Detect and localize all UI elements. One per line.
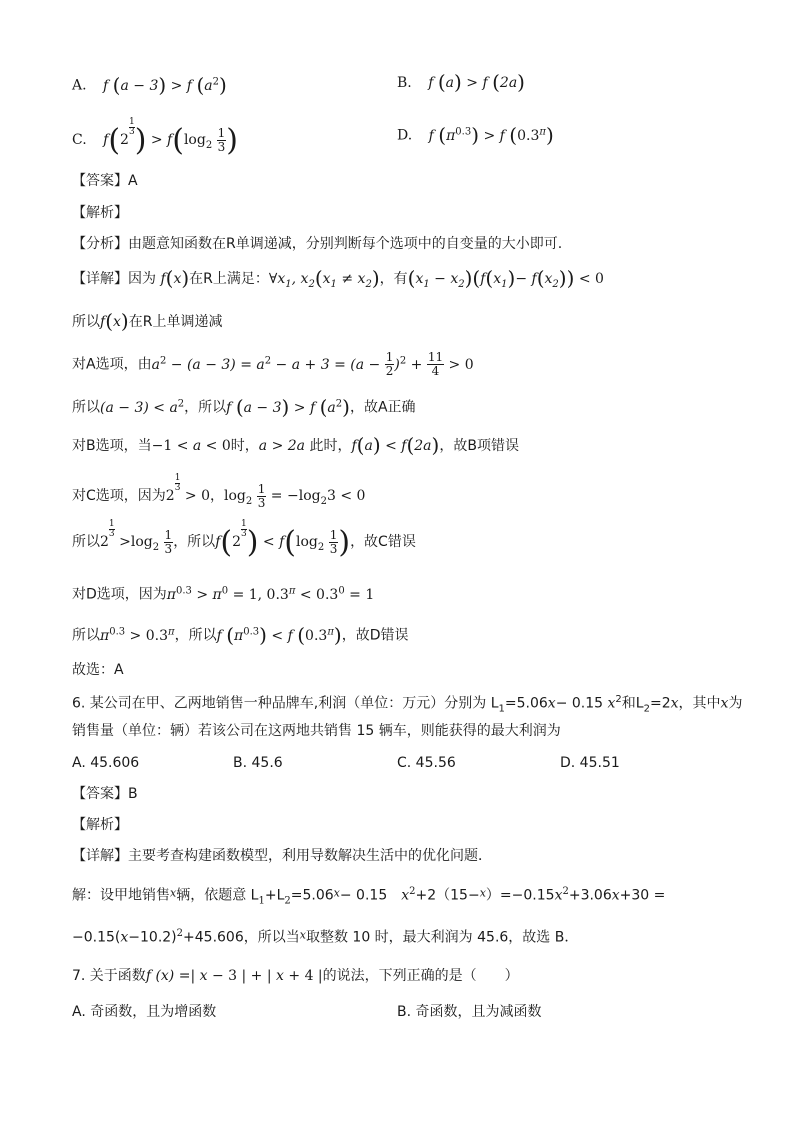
- text: =2: [649, 695, 671, 712]
- q5-answer: [72, 171, 138, 191]
- xiangjie-you: ，有: [379, 271, 408, 287]
- q5-analysis-tag: 【解析】: [72, 205, 128, 221]
- q7-option-b: B. 奇函数，且为减函数: [397, 1004, 542, 1020]
- q5-c-conclusion: 所以2 $\frac{1}{3}$ $>\log_2$ $\frac{1}{3}$ ，所以f(2 $\frac{1}{3}$ ) < $f(\log_2$ $\frac{1}{3}$ )，故C错误: [72, 519, 416, 560]
- text: ，故B项错误: [439, 438, 519, 454]
- option-label: D.: [397, 127, 413, 144]
- text: −10.2): [128, 929, 177, 946]
- q5-monotone: 所以f(x)在R上单调递减: [72, 309, 223, 333]
- text: 和L: [621, 695, 644, 712]
- answer-tag: 【答案】: [72, 173, 128, 189]
- q5-d-option: 对D选项，因为$\pi^{0.3} > \pi^0 = 1$, $0.3^\pi < 0.3^0 = 1$: [72, 585, 375, 603]
- text: 为: [728, 695, 743, 712]
- text: −0.15(: [72, 929, 121, 946]
- text: =5.06: [290, 887, 334, 904]
- text: ，故A正确: [349, 399, 416, 416]
- q5-final: 故选：A: [72, 662, 124, 678]
- text: 此时，: [309, 438, 352, 454]
- text: +30 =: [619, 887, 666, 904]
- text: − 0.15: [339, 887, 388, 904]
- q7-option-a: A. 奇函数，且为增函数: [72, 1004, 217, 1020]
- q5-fenxi: [72, 234, 562, 254]
- q6-analysis-tag: 【解析】: [72, 817, 128, 833]
- q5-option-b: B. f (a) > f (2a): [397, 70, 525, 94]
- text: 所以: [72, 399, 100, 416]
- text: =5.06: [504, 695, 548, 712]
- q5-option-c: C. f(2 $\frac{1}{3}$ ) > $f(\log_2$ $\frac{1}{3}$ ): [72, 117, 238, 158]
- q5-a-option: 对A选项，由$a^2 - (a - 3) = a^2 - a + 3 = (a$ − $\frac{1}{2}$ )$^2$ + $\frac{11}{4}$ > 0: [72, 350, 474, 379]
- text: +45.606，所以当: [183, 929, 300, 946]
- xiangjie-tag: 【详解】: [72, 848, 128, 864]
- text: 对D选项，因为: [72, 586, 167, 603]
- q5-a-conclusion: 所以$(a - 3) < a^2$，所以f (a − 3) > f $(a^2)$，故A正确: [72, 394, 416, 419]
- option-label: A.: [72, 77, 87, 94]
- text: 的说法，下列正确的是（ ）: [322, 968, 519, 984]
- text: 对A选项，由: [72, 356, 152, 373]
- fenxi-text: 由题意知函数在R单调递减，分别判断每个选项中的自变量的大小即可.: [128, 236, 563, 252]
- text: 在R上单调递减: [128, 314, 223, 330]
- text: ，所以: [184, 399, 227, 416]
- q6-xiangjie: [72, 846, 492, 866]
- xiangjie-tag: 【详解】: [72, 271, 128, 287]
- text: − 0.15: [555, 695, 604, 712]
- text: 6. 某公司在甲、乙两地销售一种品牌车,利润（单位：万元）分别为 L: [72, 695, 499, 712]
- text: 7. 关于函数: [72, 968, 146, 984]
- xiangjie-text: 主要考查构建函数模型，利用导数解决生活中的优化问题．: [128, 848, 492, 864]
- text: 对B选项，当: [72, 438, 152, 454]
- q6-option-b: B. 45.6: [233, 755, 283, 771]
- answer-tag: 【答案】: [72, 786, 128, 802]
- answer-value: B: [128, 786, 138, 802]
- text: 对C选项，因为: [72, 488, 166, 504]
- q5-xiangjie: 【详解】因为 f(x)在R上满足：$\forall x_1$, $x_2(x_1 \ne x_2)$，有$(x_1 - x_2)(f(x_1)- f(x_2)) < 0$: [72, 266, 604, 290]
- text: 所以: [72, 534, 100, 550]
- text: +L: [264, 887, 285, 904]
- q6-solution-line2: $-0.15(x-10.2)^2+45.606$，所以当$^x$取整数 10 时，最大利润为 45.6，故选 B．: [72, 928, 579, 946]
- text: +3.06: [568, 887, 612, 904]
- q6-option-a: A. 45.606: [72, 755, 140, 771]
- text: ，所以: [173, 534, 216, 550]
- text: 所以: [72, 627, 100, 644]
- text: 解：设甲地销售: [72, 887, 170, 904]
- q5-option-a: A. f (a − 3) > f $(a^2)$: [72, 72, 227, 97]
- text: ）=−0.15: [485, 887, 555, 904]
- q6-answer: [72, 784, 138, 804]
- q6-stem-line1: 6. 某公司在甲、乙两地销售一种品牌车,利润（单位：万元）分别为 $L_1=5.06x- 0.15$ $x^2$和$L_2=2x$，其中x为: [72, 694, 743, 715]
- answer-value: A: [128, 173, 138, 189]
- q6-option-c: C. 45.56: [397, 755, 456, 771]
- xiangjie-mid: 在R上满足：: [189, 271, 269, 287]
- text: 取整数 10 时，最大利润为 45.6，故选 B．: [305, 929, 579, 946]
- text: ，其中: [678, 695, 721, 712]
- q5-option-d: D. f $(\pi^{0.3}) > f$ $(0.3^\pi)$: [397, 122, 554, 147]
- text: ，故C错误: [350, 534, 416, 550]
- q6-stem-line2: 销售量（单位：辆）若该公司在这两地共销售 15 辆车，则能获得的最大利润为: [72, 723, 561, 739]
- text: 辆，依题意 L: [176, 887, 259, 904]
- q6-solution-line1: 解：设甲地销售$^x$辆，依题意 $L_1+L_2=5.06^x- 0.15$ $x^2+2(15-^x)=-0.15x^2+3.06x+30$ =: [72, 886, 666, 907]
- q5-d-conclusion: 所以$\pi^{0.3} > 0.3^\pi$，所以f $(\pi^{0.3}) < f$ $(0.3^\pi)$，故D错误: [72, 622, 409, 647]
- option-label: C.: [72, 132, 87, 148]
- q5-b-option: 对B选项，当−1 < a < 0时，a > 2a 此时，f(a) < f(2a)，故B项错误: [72, 433, 519, 457]
- text: 时，: [230, 438, 259, 454]
- fenxi-tag: 【分析】: [72, 236, 128, 252]
- q7-stem: 7. 关于函数f (x) =| x − 3 | + | x + 4 |的说法，下列正确的是（ ）: [72, 968, 519, 984]
- option-label: B.: [397, 75, 412, 91]
- q6-option-d: D. 45.51: [560, 755, 620, 771]
- xiangjie-text: 因为: [128, 271, 156, 287]
- text: 所以: [72, 314, 100, 330]
- text: +2（15−: [415, 887, 480, 904]
- text: ，故D错误: [341, 627, 409, 644]
- text: ，所以: [174, 627, 217, 644]
- q5-c-option: 对C选项，因为2 $\frac{1}{3}$ > 0，$\log_2$ $\frac{1}{3}$ = $-\log_23 < 0$: [72, 473, 366, 510]
